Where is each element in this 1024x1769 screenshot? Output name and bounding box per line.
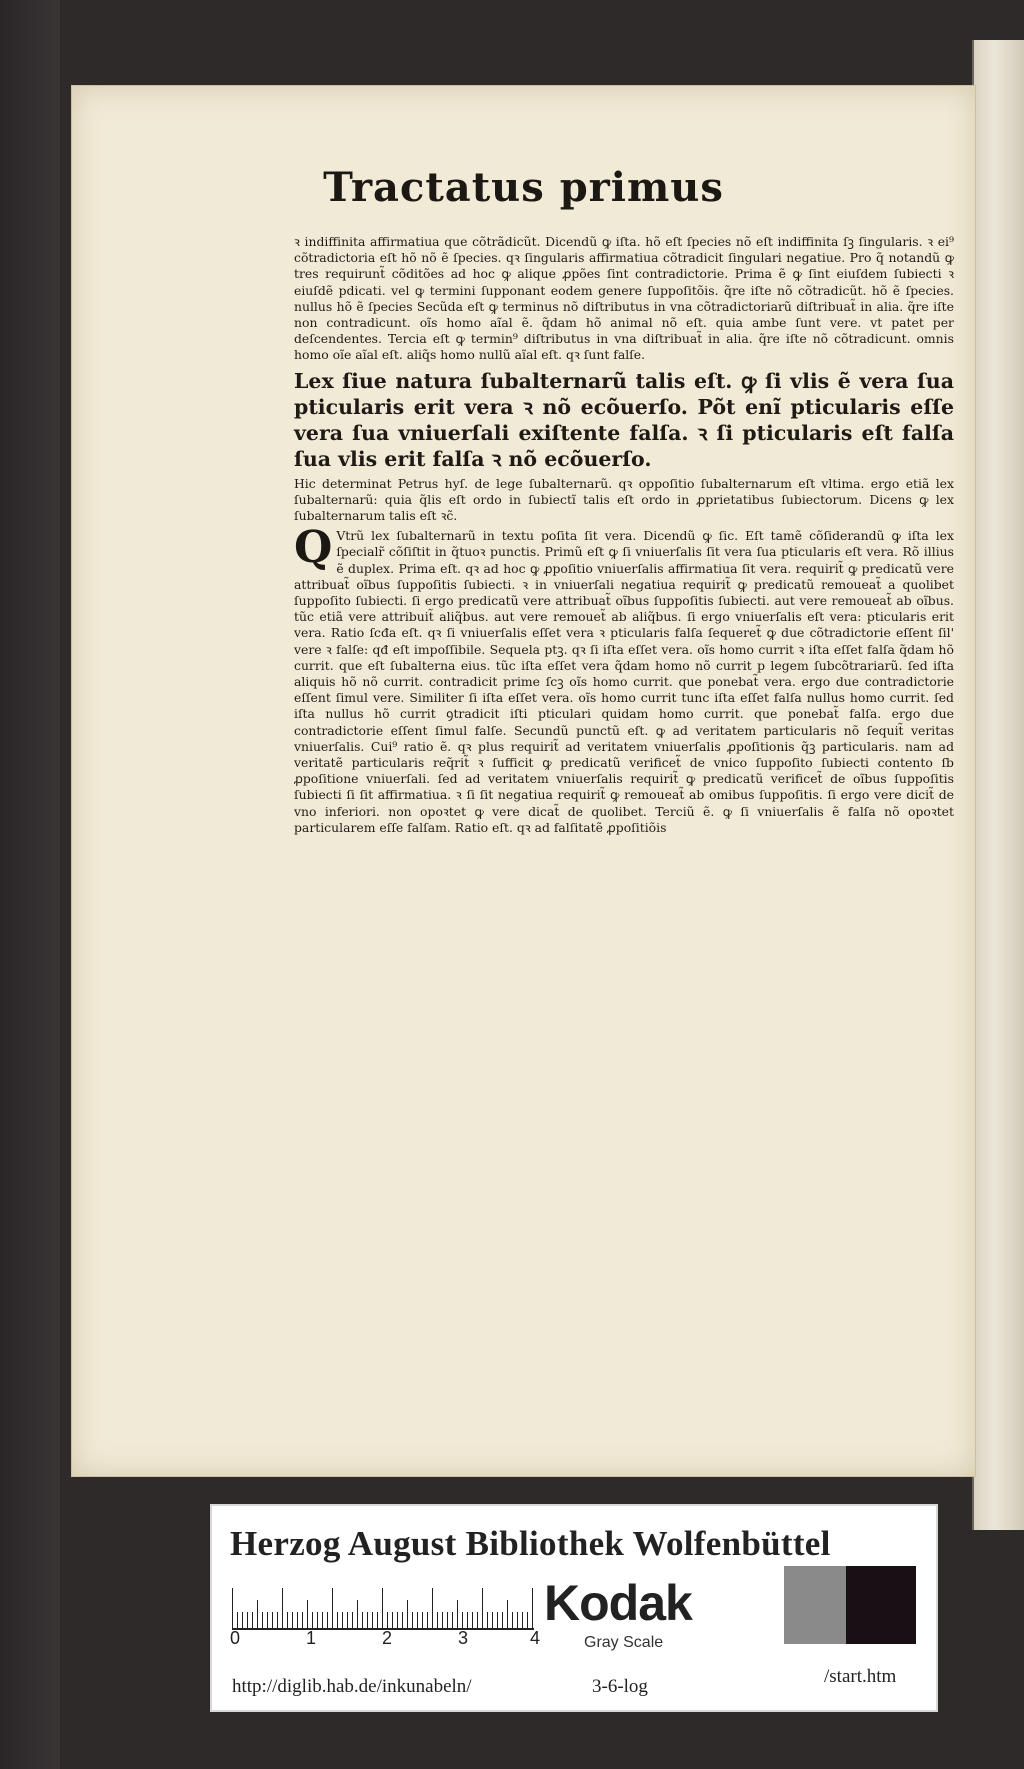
ruler-tick bbox=[402, 1612, 403, 1628]
ruler-tick bbox=[397, 1612, 398, 1628]
url-id: 3-6-log bbox=[592, 1676, 648, 1697]
ruler-tick bbox=[252, 1612, 253, 1628]
ruler-tick bbox=[322, 1612, 323, 1628]
ruler-tick bbox=[262, 1612, 263, 1628]
paragraph-4-text: Vtrũ lex ſubalternarũ in textu poſita ſit vera. Dicendũ ꝙ ſic. Eſt tamẽ cõſiderandũ ꝙ iſta lex ſpecialr̃ cõſiſtit in q̃tuoꝛ punctis. Primũ eſt ꝙ ſi vniuerſalis ſit vera ſua pticularis eſt vera. Rõ illius ẽ duplex. Prima eſt. qꝛ ad hoc ꝙ ꝓpoſitio vniuerſalis affirmatiua ſit vera. requirit̃ ꝙ predicatũ vere attribuat̃ oĩbus ſuppoſitis ſubiecti. ꝛ in vniuerſali negatiua requirit̃ ꝙ predicatũ remoueat̃ a quolibet ſuppoſito ſubiecti. ſi ergo predicatũ vere attribuat̃ oĩbus ſuppoſitis ſubiecti. aut vere remoueat̃ ab oĩbus. tũc etiã vere attribuit̃ aliq̃bus. aut vere remouet̃ ab aliq̃bus. ſi ergo vniuerſalis eſt vera: pticularis erit vera. Ratio ſcđa eſt. qꝛ ſi vniuerſalis eſſet vera ꝛ pticularis falſa ſequeret̃ ꝙ due cõtradictorie eſſent ſil' vere ꝛ falſe: qđ eſt impoſſibile. Sequela ptꝫ. qꝛ ſi iſta eſſet vera. oĩs homo currit ꝛ iſta eſſet falſa q̃dam hõ currit. que eſt ſubalterna eius. tũc iſta eſſet vera q̃dam homo nõ currit p legem ſubcõtrariarũ. ſed iſta aliquis hõ nõ currit. contradicit prime ſcꝫ oĩs homo currit. que ponebat̃ vera. ergo due contradictorie eſſent ſimul vere. Similiter ſi iſta eſſet vera. oĩs homo currit tunc iſta eſſet falſa nullus homo currit. ſed iſta nullus hõ currit ꝯtradicit iſti pticulari quidam homo currit. que ponebat̃ falſa. ergo due contradictorie eſſent ſimul falſe. Secundũ punctũ eſt. ꝙ ad veritatem particularis nõ ſequit̃ veritas vniuerſalis. Cui⁹ ratio ẽ. qꝛ plus requirit̃ ad veritatem vniuerſalis ꝓpoſitionis q̃ꝫ particularis. nam ad veritatẽ particularis req̃rit̃ ꝛ ſufficit ꝙ predicatũ verificet̃ de vnico ſuppoſito ſubiecti contento ſb ꝓpoſitione vniuerſali. ſed ad veritatem vniuerſalis requirit̃ ꝙ predicatũ verificet̃ de oĩbus ſuppoſitis ſubiecti ſi ſit affirmatiua. ꝛ ſi ſit negatiua requirit̃ ꝙ remoueat̃ ab omibus ſuppoſitis. ſi ergo vere dicit̃ de vno inferiori. non opoꝛtet ꝙ vere dicat̃ de quolibet. Terciũ ẽ. ꝙ ſi vniuerſalis ẽ falſa nõ opoꝛtet particularem eſſe falſam. Ratio eſt. qꝛ ad falſitatẽ ꝓpoſitiõis bbox=[294, 528, 954, 835]
ruler-tick bbox=[417, 1612, 418, 1628]
ruler-tick bbox=[492, 1612, 493, 1628]
ruler-tick bbox=[312, 1612, 313, 1628]
paragraph-2-law-statement: Lex ſiue natura ſubalternarũ talis eſt. ꝙ ſi vlis ẽ vera ſua pticularis erit vera ꝛ nõ ecõuerſo. Põt enĩ pticularis eſſe vera ſua vniuerſali exiſtente falſa. ꝛ ſi pticularis eſt falſa ſua vlis erit falſa ꝛ nõ ecõuerſo. bbox=[294, 368, 954, 471]
ruler-tick bbox=[412, 1612, 413, 1628]
ruler-tick bbox=[232, 1588, 233, 1628]
url-suffix: /start.htm bbox=[824, 1666, 897, 1687]
ruler-tick bbox=[387, 1612, 388, 1628]
ruler-tick bbox=[347, 1612, 348, 1628]
ruler-tick bbox=[487, 1612, 488, 1628]
paragraph-3: Hic determinat Petrus hyſ. de lege ſubalternarũ. qꝛ oppoſitio ſubalternarum eſt vltima. ergo etiã lex ſubalternarũ: quia q̃lis eſt ordo in ſubiectĩ talis eſt ordo in ꝓprietatibus ſubiectorum. Dicens ꝙ lex ſubalternarum talis eſt ꝛc̃. bbox=[294, 475, 954, 524]
ruler-tick bbox=[327, 1612, 328, 1628]
ruler-tick bbox=[277, 1612, 278, 1628]
ruler-tick bbox=[422, 1612, 423, 1628]
url-base: http://diglib.hab.de/inkunabeln/ bbox=[232, 1676, 472, 1697]
ruler-tick bbox=[267, 1612, 268, 1628]
ruler-tick bbox=[432, 1588, 433, 1628]
ruler-tick bbox=[342, 1612, 343, 1628]
ruler-tick bbox=[292, 1612, 293, 1628]
ruler-number: 4 bbox=[530, 1628, 541, 1648]
ruler-tick bbox=[517, 1612, 518, 1628]
paragraph-4 bbox=[294, 522, 954, 836]
ruler-tick bbox=[352, 1612, 353, 1628]
ruler-tick bbox=[337, 1612, 338, 1628]
ruler-tick bbox=[282, 1588, 283, 1628]
ruler-tick bbox=[357, 1600, 358, 1628]
ruler-tick bbox=[297, 1612, 298, 1628]
ruler-tick bbox=[287, 1612, 288, 1628]
ruler-tick bbox=[237, 1612, 238, 1628]
drop-initial: Q bbox=[294, 522, 333, 574]
institution-name: Herzog August Bibliothek Wolfenbüttel bbox=[230, 1524, 831, 1563]
gray-swatch-black bbox=[846, 1566, 916, 1644]
ruler-tick bbox=[482, 1588, 483, 1628]
page-text bbox=[294, 234, 954, 836]
ruler-tick bbox=[377, 1612, 378, 1628]
ruler-tick bbox=[362, 1612, 363, 1628]
ruler-tick bbox=[437, 1612, 438, 1628]
facing-page-edge bbox=[972, 40, 1024, 1530]
paragraph-1: ꝛ indiffinita affirmatiua que cõtrãdicũt. Dicendũ ꝙ iſta. hõ eſt ſpecies nõ eſt indiffinita ſꝫ ſingularis. ꝛ ei⁹ cõtradictoria eſt hõ nõ ẽ ſpecies. qꝛ ſingularis affirmatiua cõtradicit ſingulari negatiue. Pro q̃ notandũ ꝙ tres requirunt̃ cõditões ad hoc ꝙ alique ꝓpões ſint contradictorie. Prima ẽ ꝙ ſint eiuſdem ſubiecti ꝛ eiuſdẽ pdicati. vel ꝙ termini ſupponant eodem genere ſuppoſitõis. q̃re iſte nõ cõtradicũt. hõ ẽ ſpecies. nullus hõ ẽ ſpecies Secũda eſt ꝙ terminus nõ diſtributus in vna cõtradictoriarũ diſtribuat̃ in alia. q̃re iſte non contradicunt. oĩs homo aĩal ẽ. q̃dam hõ animal nõ eſt. quia ambe ſunt vere. vt patet per deſcendentes. Tercia eſt ꝙ termin⁹ diſtributus in vna diſtribuat̃ in alia. q̃re iſte nõ cõtradicunt. omnis homo oĩe aĩal eſt. aliq̃s homo nullũ aĩal eſt. qꝛ ſunt falſe. bbox=[294, 234, 954, 363]
ruler-tick bbox=[477, 1612, 478, 1628]
ruler-tick bbox=[302, 1612, 303, 1628]
ruler-tick bbox=[307, 1600, 308, 1628]
ruler-tick bbox=[532, 1588, 533, 1628]
color-target-card bbox=[212, 1506, 936, 1710]
ruler-tick bbox=[507, 1600, 508, 1628]
ruler-tick bbox=[372, 1612, 373, 1628]
ruler-tick bbox=[392, 1612, 393, 1628]
ruler-tick bbox=[257, 1600, 258, 1628]
ruler-number: 1 bbox=[306, 1628, 317, 1648]
gray-scale-label: Gray Scale bbox=[584, 1634, 664, 1651]
ruler-tick bbox=[407, 1600, 408, 1628]
ruler-tick bbox=[242, 1612, 243, 1628]
ruler-scale bbox=[232, 1582, 534, 1630]
ruler-tick bbox=[512, 1612, 513, 1628]
ruler-tick bbox=[462, 1612, 463, 1628]
page-title: Tractatus primus bbox=[323, 164, 724, 211]
ruler-tick bbox=[522, 1612, 523, 1628]
ruler-tick bbox=[382, 1588, 383, 1628]
gray-swatch-mid bbox=[784, 1566, 846, 1644]
ruler-number: 3 bbox=[458, 1628, 469, 1648]
ruler-tick bbox=[452, 1612, 453, 1628]
ruler-tick bbox=[272, 1612, 273, 1628]
ruler-tick bbox=[317, 1612, 318, 1628]
ruler-tick bbox=[527, 1612, 528, 1628]
kodak-logo-text: Kodak bbox=[544, 1575, 692, 1631]
ruler-tick bbox=[442, 1612, 443, 1628]
ruler-tick bbox=[467, 1612, 468, 1628]
ruler-tick bbox=[472, 1612, 473, 1628]
ruler-tick bbox=[332, 1588, 333, 1628]
ruler-tick bbox=[502, 1612, 503, 1628]
ruler-number: 2 bbox=[382, 1628, 393, 1648]
ruler-tick bbox=[457, 1600, 458, 1628]
ruler-number: 0 bbox=[230, 1628, 241, 1648]
scan-backdrop bbox=[0, 0, 60, 1769]
ruler-tick bbox=[427, 1612, 428, 1628]
book-page bbox=[72, 86, 975, 1476]
ruler-tick bbox=[247, 1612, 248, 1628]
ruler-tick bbox=[497, 1612, 498, 1628]
ruler-tick bbox=[367, 1612, 368, 1628]
ruler-tick bbox=[447, 1612, 448, 1628]
